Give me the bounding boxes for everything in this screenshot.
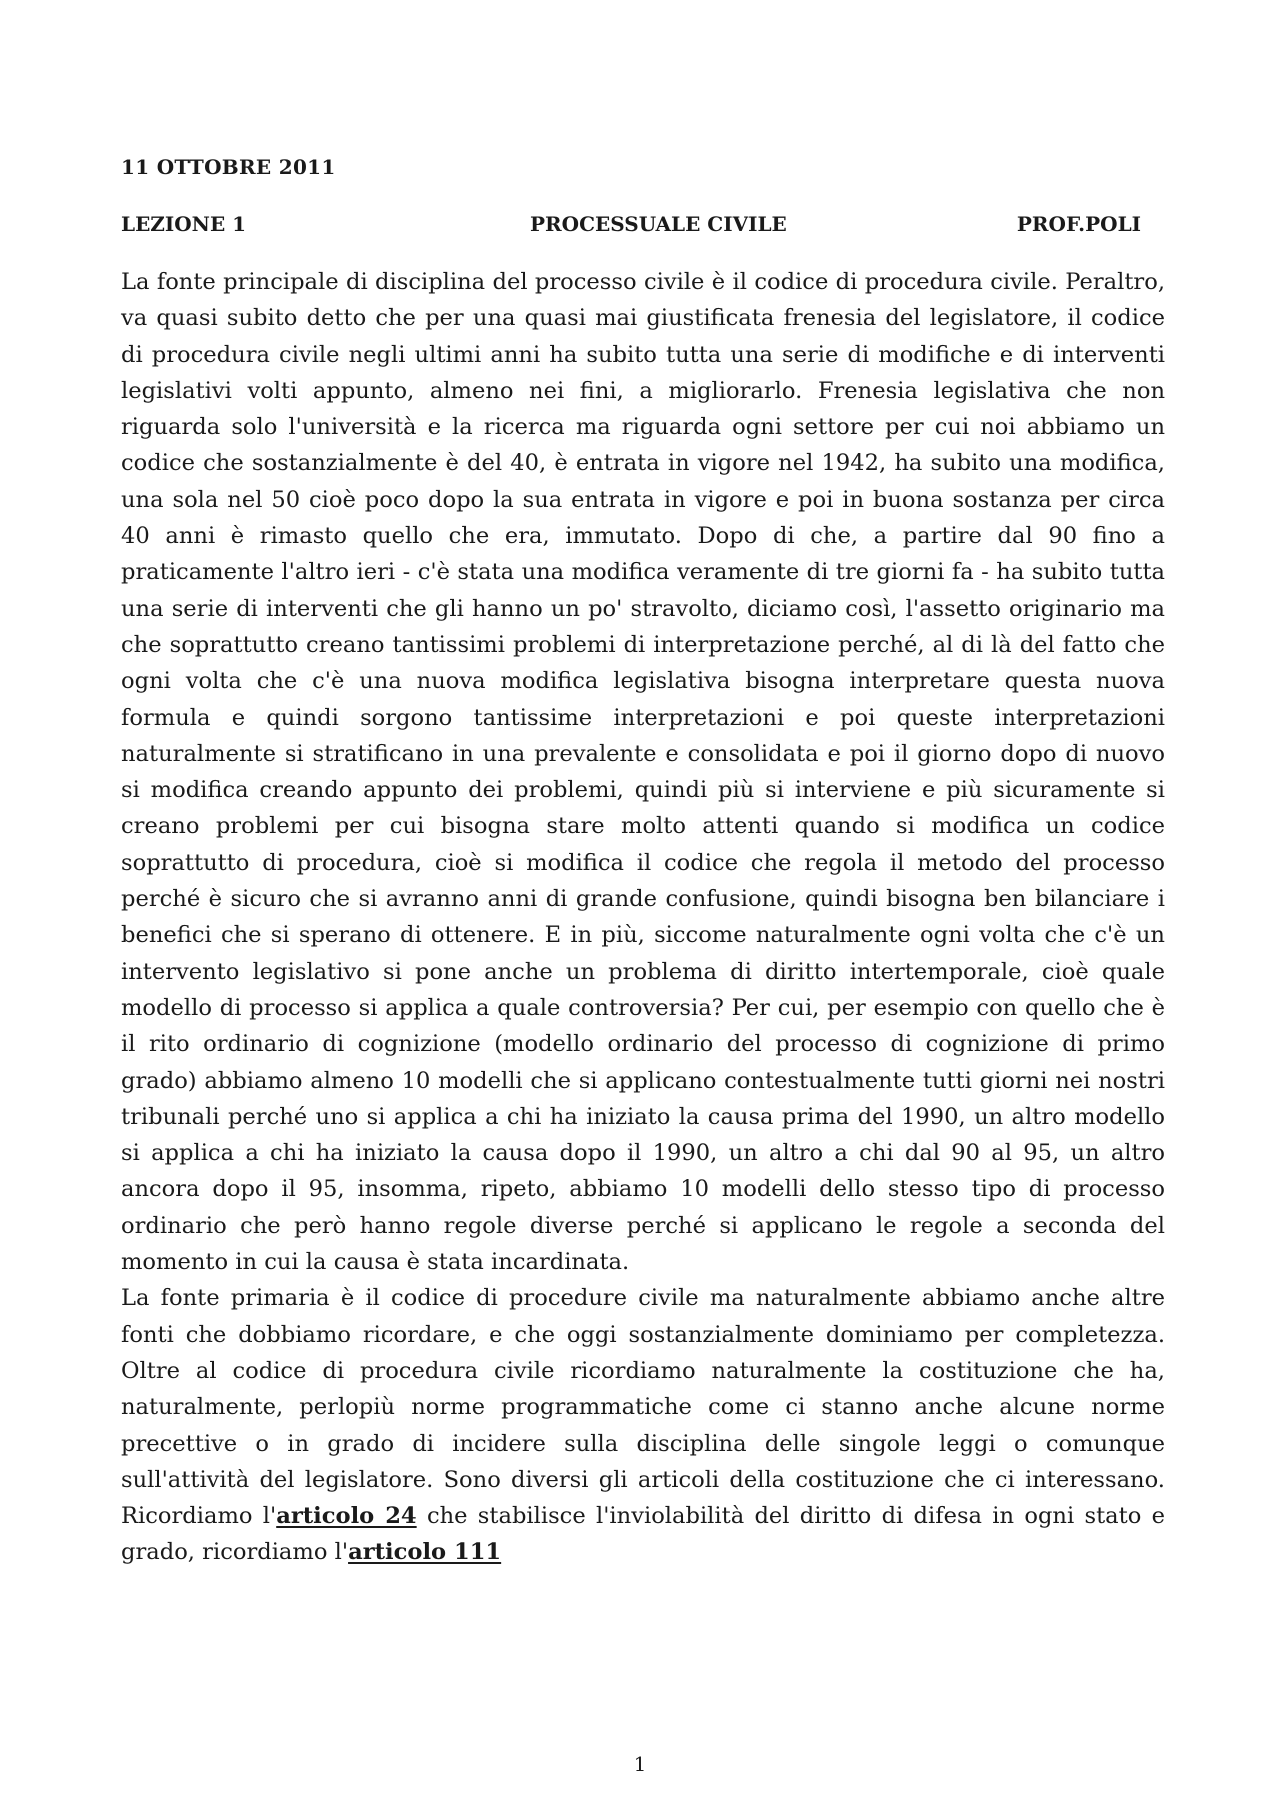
article-111-link[interactable]: articolo 111 (348, 1539, 502, 1566)
professor-label: PROF.POLI (1016, 212, 1141, 236)
lecture-header (121, 212, 1141, 238)
subject-label: PROCESSUALE CIVILE (530, 212, 787, 236)
page-number: 1 (633, 1752, 647, 1776)
lecture-body (121, 264, 1165, 1571)
paragraph-1: La fonte principale di disciplina del processo civile è il codice di procedura civile. Peraltro, va quasi subito detto che per una quasi mai giustificata frenesia del legislatore, il codice di procedura civile negli ultimi anni ha subito tutta una serie di modifiche e di interventi legislativi volti appunto, almeno nei fini, a migliorarlo. Frenesia legislativa che non riguarda solo l'università e la ricerca ma riguarda ogni settore per cui noi abbiamo un codice che sostanzialmente è del 40, è entrata in vigore nel 1942, ha subito una modifica, una sola nel 50 cioè poco dopo la sua entrata in vigore e poi in buona sostanza per circa 40 anni è rimasto quello che era, immutato. Dopo di che, a partire dal 90 fino a praticamente l'altro ieri - c'è stata una modifica veramente di tre giorni fa - ha subito tutta una serie di interventi che gli hanno un po' stravolto, diciamo così, l'assetto originario ma che soprattutto creano tantissimi problemi di interpretazione perché, al di là del fatto che ogni volta che c'è una nuova modifica legislativa bisogna interpretare questa nuova formula e quindi sorgono tantissime interpretazioni e poi queste interpretazioni naturalmente si stratificano in una prevalente e consolidata e poi il giorno dopo di nuovo si modifica creando appunto dei problemi, quindi più si interviene e più sicuramente si creano problemi per cui bisogna stare molto attenti quando si modifica un codice soprattutto di procedura, cioè si modifica il codice che regola il metodo del processo perché è sicuro che si avranno anni di grande confusione, quindi bisogna ben bilanciare i benefici che si sperano di ottenere. E in più, siccome naturalmente ogni volta che c'è un intervento legislativo si pone anche un problema di diritto intertemporale, cioè quale modello di processo si applica a quale controversia? Per cui, per esempio con quello che è il rito ordinario di cognizione (modello ordinario del processo di cognizione di primo grado) abbiamo almeno 10 modelli che si applicano contestualmente tutti giorni nei nostri tribunali perché uno si applica a chi ha iniziato la causa prima del 1990, un altro modello si applica a chi ha iniziato la causa dopo il 1990, un altro a chi dal 90 al 95, un altro ancora dopo il 95, insomma, ripeto, abbiamo 10 modelli dello stesso tipo di processo ordinario che però hanno regole diverse perché si applicano le regole a seconda del momento in cui la causa è stata incardinata. (121, 269, 1165, 1276)
article-24-link[interactable]: articolo 24 (276, 1503, 417, 1530)
paragraph-2-text-before: La fonte primaria è il codice di procedure civile ma naturalmente abbiamo anche altre fonti che dobbiamo ricordare, e che oggi sostanzialmente dominiamo per completezza. Oltre al codice di procedura civile ricordiamo naturalmente la costituzione che ha, naturalmente, perlopiù norme programmatiche come ci stanno anche alcune norme precettive o in grado di incidere sulla disciplina delle singole leggi o comunque sull'attività del legislatore. Sono diversi gli articoli della costituzione che ci interessano. Ricordiamo l' (121, 1285, 1165, 1530)
paragraph-2-text-middle: che stabilisce l'inviolabilità del diritto di difesa in ogni stato e grado, ricordiamo l' (121, 1503, 1165, 1566)
lecture-date: 11 OTTOBRE 2011 (121, 155, 336, 179)
lesson-label: LEZIONE 1 (121, 212, 247, 236)
paragraph-2 (121, 1280, 1165, 1570)
